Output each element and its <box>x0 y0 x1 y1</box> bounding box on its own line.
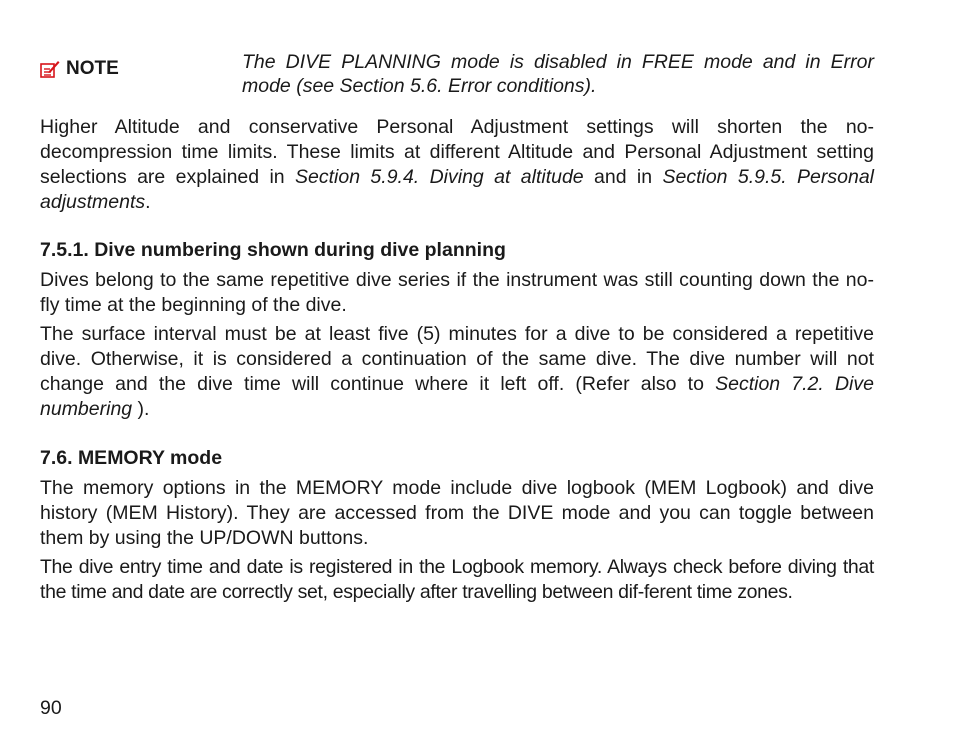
section-751-para-1 <box>40 268 874 318</box>
page-number: 90 <box>40 697 62 719</box>
section-76-para-2-text: The dive entry time and date is registered in the Logbook memory. Always check before diving that the time and date are correctly set, especially after travelling between dif-ferent time zones. <box>40 556 874 603</box>
section-76-heading: 7.6. MEMORY mode <box>40 447 223 469</box>
intro-text-1: Higher Altitude and conservative Personal Adjustment settings will shorten the no-decompression time limits. These limits at different Altitude and Personal Adjustment setting selections are explained in <box>40 116 874 188</box>
note-pencil-icon <box>40 59 60 79</box>
section-76-para-1 <box>40 476 874 551</box>
section-751-para-2-text-2: ). <box>132 398 150 420</box>
note-label-text: NOTE <box>66 58 119 79</box>
document-page <box>40 0 874 756</box>
section-76-para-2 <box>40 555 874 605</box>
intro-text-3: . <box>145 191 151 213</box>
intro-paragraph <box>40 115 874 215</box>
note-text: The DIVE PLANNING mode is disabled in FREE mode and in Error mode (see Section 5.6. Error conditions). <box>242 51 874 97</box>
intro-reference-altitude: Section 5.9.4. Diving at altitude <box>295 166 584 188</box>
section-751-para-2 <box>40 322 874 422</box>
intro-reference-personal: Section 5.9.5. Personal adjustments <box>40 166 874 213</box>
section-751-para-1-text: Dives belong to the same repetitive dive series if the instrument was still counting down the no-fly time at the beginning of the dive. <box>40 269 874 316</box>
note-label <box>40 58 119 80</box>
section-751-reference: Section 7.2. Dive numbering <box>40 373 874 420</box>
section-751-para-2-text-1: The surface interval must be at least five (5) minutes for a dive to be considered a repetitive dive. Otherwise, it is considered a continuation of the same dive. The dive number will not change and the dive time will continue where it left off. (Refer also to <box>40 323 874 395</box>
intro-text-2: and in <box>583 166 663 188</box>
section-751-heading: 7.5.1. Dive numbering shown during dive planning <box>40 239 506 261</box>
section-76-para-1-text: The memory options in the MEMORY mode include dive logbook (MEM Logbook) and dive history (MEM History). They are accessed from the DIVE mode and you can toggle between them by using the UP/DOWN buttons. <box>40 477 874 549</box>
